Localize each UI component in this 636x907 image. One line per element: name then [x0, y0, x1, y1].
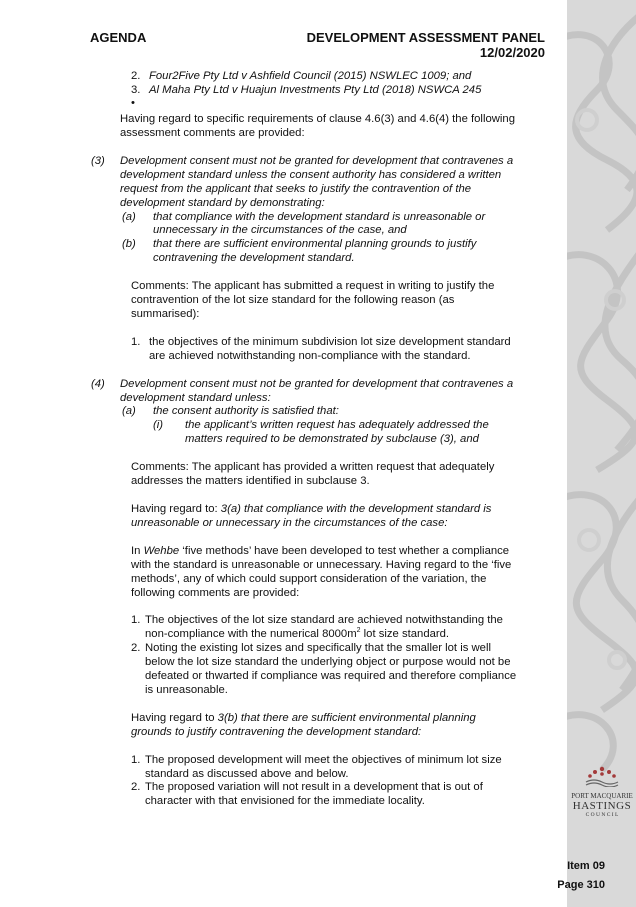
clause-4-i-line: the applicant’s written request has adequately addressed the: [185, 419, 489, 431]
case-number: 2.: [131, 70, 141, 82]
wehbe-line: methods’, any of which could support consideration of the variation, the: [131, 573, 487, 585]
clause-3-a-label: (a): [122, 211, 136, 223]
list-item-line: is unreasonable.: [145, 684, 228, 696]
list-text: lot size standard.: [360, 628, 450, 640]
clause-3-a-line: unnecessary in the circumstances of the case, and: [153, 224, 407, 236]
regard-3a-line: unreasonable or unnecessary in the circumstances of the case:: [131, 517, 448, 529]
clause-4-i-line: matters required to be demonstrated by subclause (3), and: [185, 433, 479, 445]
list-item-line: defeated or thwarted if compliance was required and therefore compliance: [145, 670, 517, 682]
list-number: 2.: [131, 781, 141, 793]
agenda-heading: AGENDA: [90, 30, 147, 45]
clause-3-line: development standard unless the consent authority has considered a written: [120, 169, 502, 181]
panel-heading: DEVELOPMENT ASSESSMENT PANEL: [306, 30, 545, 45]
clause-4-line: Development consent must not be granted for development that contravenes a: [120, 378, 514, 390]
regard-3a-line: [131, 503, 491, 517]
logo-line-2: HASTINGS: [572, 800, 632, 812]
comments-line: Comments: The applicant has provided a written request that adequately: [131, 461, 495, 473]
list-item-line: below the lot size standard the underlying object or purpose would not be: [145, 656, 511, 668]
regard-3b-line: [131, 712, 476, 726]
clause-4-a-label: (a): [122, 405, 136, 417]
wehbe-line: following comments are provided:: [131, 587, 300, 599]
regard-prefix: Having regard to: [131, 712, 218, 724]
list-item-line: are achieved notwithstanding non-compliance with the standard.: [149, 350, 471, 362]
clause-4-i-label: (i): [153, 419, 164, 431]
superscript: 2: [356, 627, 361, 635]
regard-3b-line: grounds to justify contravening the development standard:: [131, 726, 422, 738]
comments-line: contravention of the lot size standard for the following reason (as: [131, 294, 455, 306]
clause-3-line: Development consent must not be granted for development that contravenes a: [120, 155, 514, 167]
list-item-line: standard as discussed above and below.: [145, 768, 349, 780]
clause-3-number: (3): [91, 155, 105, 167]
regard-italic: 3(b) that there are sufficient environmental planning: [217, 712, 476, 724]
comments-line: summarised):: [131, 308, 200, 320]
clause-4-line: development standard unless:: [120, 392, 271, 404]
clause-3-line: development standard by demonstrating:: [120, 197, 325, 209]
regard-italic: 3(a) that compliance with the development standard is: [220, 503, 492, 515]
list-item-line: The proposed variation will not result in a development that is out of: [145, 781, 483, 793]
list-item-line: character with that envisioned for the immediate locality.: [145, 795, 425, 807]
header-date: 12/02/2020: [479, 45, 545, 60]
logo-emblem-icon: [582, 765, 622, 787]
clause-4-a-text: the consent authority is satisfied that:: [153, 405, 339, 417]
list-item-line: [145, 628, 449, 642]
wehbe-text: In: [131, 545, 144, 557]
logo-line-1: PORT MACQUARIE: [571, 792, 633, 800]
case-citation: Al Maha Pty Ltd v Huajun Investments Pty Ltd (2018) NSWCA 245: [149, 84, 482, 96]
case-citation: Four2Five Pty Ltd v Ashfield Council (2015) NSWLEC 1009; and: [149, 70, 472, 82]
logo-line-3: C O U N C I L: [585, 812, 619, 818]
clause-3-a-line: that compliance with the development standard is unreasonable or: [153, 211, 486, 223]
list-item-line: the objectives of the minimum subdivision lot size development standard: [149, 336, 511, 348]
regard-prefix: Having regard to:: [131, 503, 221, 515]
empty-bullet: •: [131, 97, 135, 109]
council-logo: [570, 765, 634, 819]
clause-3-b-line: contravening the development standard.: [153, 252, 355, 264]
case-number: 3.: [131, 84, 141, 96]
list-number: 1.: [131, 336, 141, 348]
list-number: 2.: [131, 642, 141, 654]
intro-line: Having regard to specific requirements of clause 4.6(3) and 4.6(4) the following: [120, 113, 515, 125]
wehbe-line: with the standard is unreasonable or unnecessary. Having regard to the ‘five: [131, 559, 512, 571]
wehbe-line: [131, 545, 509, 559]
clause-3-line: request from the applicant that seeks to justify the contravention of the: [120, 183, 472, 195]
clause-4-number: (4): [91, 378, 105, 390]
list-item-line: Noting the existing lot sizes and specifically that the smaller lot is well: [145, 642, 491, 654]
clause-3-b-label: (b): [122, 238, 136, 250]
wehbe-case-name: Wehbe: [143, 545, 180, 557]
wehbe-text: ‘five methods’ have been developed to test whether a compliance: [179, 545, 510, 557]
list-number: 1.: [131, 754, 141, 766]
intro-line: assessment comments are provided:: [120, 127, 305, 139]
list-item-line: The proposed development will meet the objectives of minimum lot size: [145, 754, 502, 766]
item-number: Item 09: [567, 860, 605, 872]
page-number: Page 310: [557, 879, 605, 891]
comments-line: addresses the matters identified in subclause 3.: [131, 475, 370, 487]
clause-3-b-line: that there are sufficient environmental planning grounds to justify: [153, 238, 477, 250]
list-number: 1.: [131, 614, 141, 626]
list-text: non-compliance with the numerical 8000m: [145, 628, 357, 640]
comments-line: Comments: The applicant has submitted a request in writing to justify the: [131, 280, 495, 292]
list-item-line: The objectives of the lot size standard are achieved notwithstanding the: [145, 614, 503, 626]
